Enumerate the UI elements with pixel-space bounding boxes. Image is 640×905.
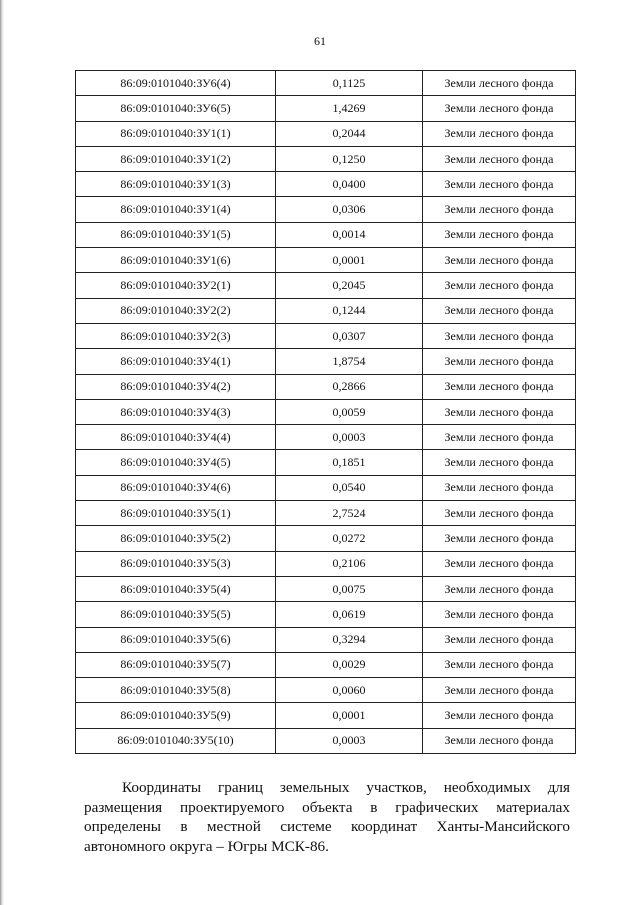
table-row bbox=[76, 602, 576, 627]
parcel-id-cell: 86:09:0101040:ЗУ4(4) bbox=[76, 425, 276, 450]
land-category-cell: Земли лесного фонда bbox=[423, 273, 576, 298]
land-category-cell: Земли лесного фонда bbox=[423, 450, 576, 475]
area-cell: 0,1851 bbox=[276, 450, 423, 475]
land-category-cell: Земли лесного фонда bbox=[423, 475, 576, 500]
parcel-id-cell: 86:09:0101040:ЗУ5(7) bbox=[76, 652, 276, 677]
parcel-id-cell: 86:09:0101040:ЗУ4(6) bbox=[76, 475, 276, 500]
table-row bbox=[76, 475, 576, 500]
area-cell: 0,0400 bbox=[276, 172, 423, 197]
area-cell: 0,0306 bbox=[276, 197, 423, 222]
area-cell: 0,0059 bbox=[276, 399, 423, 424]
table-row bbox=[76, 96, 576, 121]
parcel-id-cell: 86:09:0101040:ЗУ5(1) bbox=[76, 501, 276, 526]
area-cell: 0,0272 bbox=[276, 526, 423, 551]
table-row bbox=[76, 222, 576, 247]
area-cell: 0,0001 bbox=[276, 248, 423, 273]
area-cell: 2,7524 bbox=[276, 501, 423, 526]
table-row bbox=[76, 349, 576, 374]
land-category-cell: Земли лесного фонда bbox=[423, 197, 576, 222]
table-row bbox=[76, 501, 576, 526]
land-category-cell: Земли лесного фонда bbox=[423, 551, 576, 576]
table-row bbox=[76, 703, 576, 728]
table-row bbox=[76, 172, 576, 197]
parcels-table bbox=[75, 70, 576, 754]
area-cell: 1,4269 bbox=[276, 96, 423, 121]
land-category-cell: Земли лесного фонда bbox=[423, 298, 576, 323]
land-category-cell: Земли лесного фонда bbox=[423, 248, 576, 273]
land-category-cell: Земли лесного фонда bbox=[423, 323, 576, 348]
land-category-cell: Земли лесного фонда bbox=[423, 146, 576, 171]
land-category-cell: Земли лесного фонда bbox=[423, 627, 576, 652]
land-category-cell: Земли лесного фонда bbox=[423, 526, 576, 551]
land-category-cell: Земли лесного фонда bbox=[423, 728, 576, 753]
parcel-id-cell: 86:09:0101040:ЗУ4(3) bbox=[76, 399, 276, 424]
scan-edge-shadow bbox=[0, 0, 4, 905]
table-row bbox=[76, 551, 576, 576]
area-cell: 0,3294 bbox=[276, 627, 423, 652]
parcel-id-cell: 86:09:0101040:ЗУ1(3) bbox=[76, 172, 276, 197]
land-category-cell: Земли лесного фонда bbox=[423, 222, 576, 247]
parcel-id-cell: 86:09:0101040:ЗУ1(4) bbox=[76, 197, 276, 222]
page-number: 61 bbox=[314, 34, 326, 48]
parcel-id-cell: 86:09:0101040:ЗУ5(3) bbox=[76, 551, 276, 576]
area-cell: 0,2044 bbox=[276, 121, 423, 146]
table-row bbox=[76, 450, 576, 475]
area-cell: 0,0014 bbox=[276, 222, 423, 247]
table-row bbox=[76, 298, 576, 323]
land-category-cell: Земли лесного фонда bbox=[423, 425, 576, 450]
area-cell: 0,0060 bbox=[276, 678, 423, 703]
table-row bbox=[76, 374, 576, 399]
parcel-id-cell: 86:09:0101040:ЗУ1(2) bbox=[76, 146, 276, 171]
area-cell: 0,0029 bbox=[276, 652, 423, 677]
area-cell: 0,1125 bbox=[276, 71, 423, 96]
area-cell: 0,2106 bbox=[276, 551, 423, 576]
land-category-cell: Земли лесного фонда bbox=[423, 501, 576, 526]
parcel-id-cell: 86:09:0101040:ЗУ2(3) bbox=[76, 323, 276, 348]
land-category-cell: Земли лесного фонда bbox=[423, 652, 576, 677]
table-row bbox=[76, 121, 576, 146]
land-category-cell: Земли лесного фонда bbox=[423, 121, 576, 146]
land-category-cell: Земли лесного фонда bbox=[423, 399, 576, 424]
area-cell: 0,0540 bbox=[276, 475, 423, 500]
parcel-id-cell: 86:09:0101040:ЗУ6(4) bbox=[76, 71, 276, 96]
parcel-id-cell: 86:09:0101040:ЗУ4(2) bbox=[76, 374, 276, 399]
area-cell: 0,0003 bbox=[276, 728, 423, 753]
land-category-cell: Земли лесного фонда bbox=[423, 96, 576, 121]
area-cell: 0,0619 bbox=[276, 602, 423, 627]
table-row bbox=[76, 273, 576, 298]
parcel-id-cell: 86:09:0101040:ЗУ5(9) bbox=[76, 703, 276, 728]
table-row bbox=[76, 146, 576, 171]
land-category-cell: Земли лесного фонда bbox=[423, 703, 576, 728]
parcels-table-body bbox=[76, 71, 576, 754]
area-cell: 0,0075 bbox=[276, 576, 423, 601]
parcel-id-cell: 86:09:0101040:ЗУ1(1) bbox=[76, 121, 276, 146]
table-row bbox=[76, 248, 576, 273]
parcel-id-cell: 86:09:0101040:ЗУ6(5) bbox=[76, 96, 276, 121]
parcel-id-cell: 86:09:0101040:ЗУ2(2) bbox=[76, 298, 276, 323]
area-cell: 0,2866 bbox=[276, 374, 423, 399]
table-row bbox=[76, 678, 576, 703]
parcel-id-cell: 86:09:0101040:ЗУ5(2) bbox=[76, 526, 276, 551]
area-cell: 0,0001 bbox=[276, 703, 423, 728]
area-cell: 0,1244 bbox=[276, 298, 423, 323]
parcel-id-cell: 86:09:0101040:ЗУ5(8) bbox=[76, 678, 276, 703]
table-row bbox=[76, 399, 576, 424]
land-category-cell: Земли лесного фонда bbox=[423, 374, 576, 399]
area-cell: 0,2045 bbox=[276, 273, 423, 298]
table-row bbox=[76, 425, 576, 450]
area-cell: 0,1250 bbox=[276, 146, 423, 171]
coordinates-paragraph: Координаты границ земельных участков, необходимых для размещения проектируемого объекта в графических материалах определены в местной системе координат Ханты-Мансийского автономного округа – Югры МСК-86. bbox=[84, 779, 570, 855]
parcel-id-cell: 86:09:0101040:ЗУ5(5) bbox=[76, 602, 276, 627]
table-row bbox=[76, 576, 576, 601]
parcel-id-cell: 86:09:0101040:ЗУ5(6) bbox=[76, 627, 276, 652]
table-row bbox=[76, 323, 576, 348]
area-cell: 0,0307 bbox=[276, 323, 423, 348]
parcel-id-cell: 86:09:0101040:ЗУ4(1) bbox=[76, 349, 276, 374]
table-row bbox=[76, 71, 576, 96]
table-row bbox=[76, 526, 576, 551]
table-row bbox=[76, 652, 576, 677]
parcel-id-cell: 86:09:0101040:ЗУ2(1) bbox=[76, 273, 276, 298]
area-cell: 1,8754 bbox=[276, 349, 423, 374]
land-category-cell: Земли лесного фонда bbox=[423, 678, 576, 703]
parcel-id-cell: 86:09:0101040:ЗУ1(6) bbox=[76, 248, 276, 273]
table-row bbox=[76, 627, 576, 652]
parcel-id-cell: 86:09:0101040:ЗУ4(5) bbox=[76, 450, 276, 475]
land-category-cell: Земли лесного фонда bbox=[423, 172, 576, 197]
land-category-cell: Земли лесного фонда bbox=[423, 602, 576, 627]
land-category-cell: Земли лесного фонда bbox=[423, 576, 576, 601]
parcel-id-cell: 86:09:0101040:ЗУ1(5) bbox=[76, 222, 276, 247]
table-row bbox=[76, 197, 576, 222]
parcel-id-cell: 86:09:0101040:ЗУ5(4) bbox=[76, 576, 276, 601]
parcel-id-cell: 86:09:0101040:ЗУ5(10) bbox=[76, 728, 276, 753]
land-category-cell: Земли лесного фонда bbox=[423, 71, 576, 96]
land-category-cell: Земли лесного фонда bbox=[423, 349, 576, 374]
table-row bbox=[76, 728, 576, 753]
area-cell: 0,0003 bbox=[276, 425, 423, 450]
